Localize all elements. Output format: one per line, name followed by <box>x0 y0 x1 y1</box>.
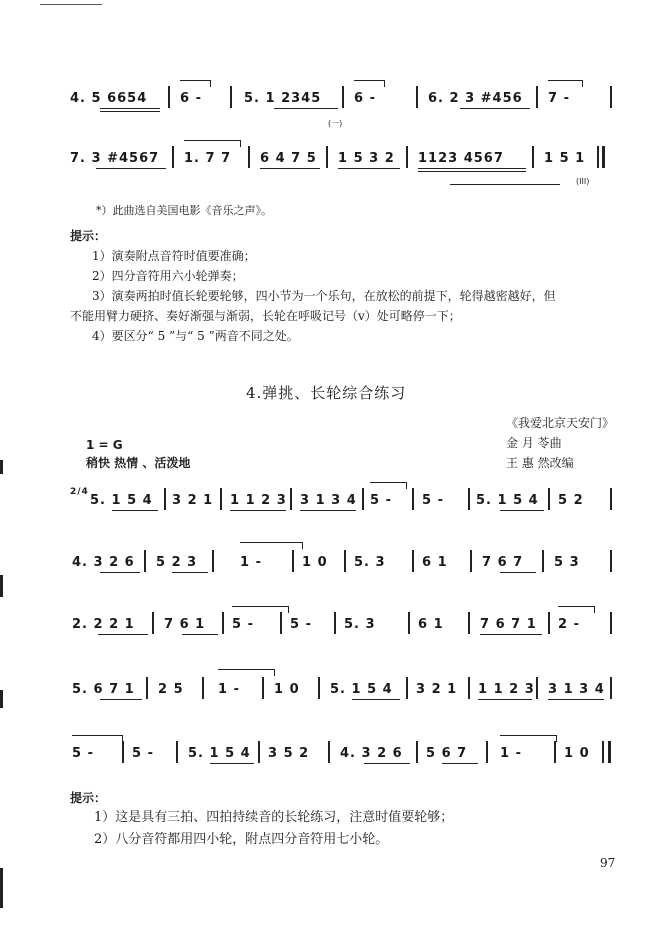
tie-line <box>548 80 583 87</box>
barline <box>406 146 408 168</box>
piece-row-3 <box>72 616 622 646</box>
measure: 1. 7 7 <box>184 151 232 166</box>
measure: 1 0 <box>274 682 300 697</box>
barline <box>597 146 599 168</box>
edge-mark <box>0 868 3 908</box>
measure: 2 5 <box>158 682 184 697</box>
score-row-1 <box>70 90 620 128</box>
underline <box>500 572 536 573</box>
barline <box>412 550 414 572</box>
barline <box>602 741 604 763</box>
underline <box>460 108 530 109</box>
barline <box>610 677 612 699</box>
barline <box>318 677 320 699</box>
barline <box>610 488 612 510</box>
underline <box>260 168 320 169</box>
barline <box>290 488 292 510</box>
measure: 1123 4567 <box>418 151 504 166</box>
piece-row-1 <box>70 487 622 522</box>
measure: 5. 1 5 4 <box>188 746 251 761</box>
barline <box>536 677 538 699</box>
piece-title: 4.弹挑、长轮综合练习 <box>246 384 407 402</box>
barline <box>344 550 346 572</box>
underline <box>478 699 532 700</box>
underline <box>210 763 254 764</box>
underline <box>364 763 410 764</box>
crescendo-line <box>450 184 560 185</box>
end-barline <box>608 741 611 763</box>
score-row-2 <box>70 150 620 186</box>
measure: 7 6 7 1 <box>480 617 537 632</box>
barline <box>122 741 124 763</box>
underline <box>100 108 160 109</box>
measure: 3 1 3 4 <box>548 682 605 697</box>
measure: 5. 3 <box>344 617 376 632</box>
tip-item: 4）要区分“ 5 ”与“ 5 ”两音不同之处。 <box>92 329 299 343</box>
measure: 6 - <box>354 91 376 106</box>
measure: 7 - <box>548 91 570 106</box>
measure: 5 6 7 <box>426 746 468 761</box>
piece-row-5 <box>72 745 622 775</box>
underline <box>418 171 526 172</box>
measure: 1 5 3 2 <box>338 151 395 166</box>
barline <box>230 86 232 108</box>
end-barline <box>602 146 605 168</box>
tip-item: 2）八分音符都用四小轮，附点四分音符用七小轮。 <box>94 832 389 847</box>
underline <box>338 168 400 169</box>
measure: 5. 3 <box>354 555 386 570</box>
barline <box>610 612 612 634</box>
barline <box>548 488 550 510</box>
tip-item: 不能用臂力硬挤、奏好渐强与渐弱，长轮在呼吸记号（v）处可略停一下； <box>70 309 461 323</box>
measure: 1 0 <box>302 555 328 570</box>
measure: 5. 1 5 4 <box>476 493 539 508</box>
measure: 3 2 1 <box>416 682 458 697</box>
measure: 6 1 <box>422 555 448 570</box>
barline <box>468 612 470 634</box>
barline <box>334 612 336 634</box>
underline <box>172 572 208 573</box>
tie-line <box>232 606 289 613</box>
underline <box>230 510 286 511</box>
footnote: *）此曲选自美国电影《音乐之声》。 <box>96 204 272 217</box>
barline <box>408 612 410 634</box>
underline <box>100 699 142 700</box>
barline <box>248 146 250 168</box>
barline <box>212 550 214 572</box>
tie-line <box>218 669 275 676</box>
measure: 1 5 1 <box>544 151 586 166</box>
barline <box>412 488 414 510</box>
barline <box>292 550 294 572</box>
bracket-mark: (III) <box>576 177 590 186</box>
measure: 5 2 3 <box>156 555 198 570</box>
underline <box>418 168 526 169</box>
barline <box>146 677 148 699</box>
barline <box>468 488 470 510</box>
barline <box>406 677 408 699</box>
barline <box>468 677 470 699</box>
measure: 7 6 7 <box>482 555 524 570</box>
underline <box>100 572 140 573</box>
barline <box>532 146 534 168</box>
underline <box>500 510 544 511</box>
tie-line <box>558 606 595 613</box>
measure: 1 0 <box>564 746 590 761</box>
barline <box>152 612 154 634</box>
barline <box>486 741 488 763</box>
barline <box>168 86 170 108</box>
measure: 5. 6 7 1 <box>72 682 135 697</box>
barline <box>176 741 178 763</box>
composer: 金 月 苓曲 <box>506 436 562 450</box>
underline <box>480 634 542 635</box>
measure: 7. 3 #4567 <box>70 151 160 166</box>
barline <box>172 146 174 168</box>
measure: 6. 2 3 #456 <box>428 91 523 106</box>
underline <box>300 510 356 511</box>
barline <box>326 146 328 168</box>
barline <box>416 741 418 763</box>
underline <box>112 510 158 511</box>
barline <box>610 550 612 572</box>
underline <box>442 763 478 764</box>
tips-heading: 提示： <box>70 229 107 243</box>
piece-row-4 <box>72 681 622 711</box>
measure: 5. 1 2345 <box>244 91 322 106</box>
tie-line <box>184 140 241 147</box>
tip-item: 3）演奏两拍时值长轮要轮够，四小节为一个乐句，在放松的前提下，轮得越密越好，但 <box>92 289 556 303</box>
measure: 2. 2 2 1 <box>72 617 135 632</box>
barline <box>220 488 222 510</box>
measure: 5 3 <box>554 555 580 570</box>
measure: 5 2 <box>558 493 584 508</box>
measure: 4. 5 6654 <box>70 91 148 106</box>
measure: 1 - <box>240 555 262 570</box>
underline <box>274 108 338 109</box>
measure: 2 - <box>558 617 580 632</box>
tips-heading: 提示： <box>70 791 107 805</box>
key-signature: 1 = G <box>86 438 123 452</box>
tie-line <box>180 80 211 87</box>
tie-line <box>500 735 557 742</box>
tempo-marking: 稍快 热情 、活泼地 <box>86 456 191 470</box>
barline <box>362 488 364 510</box>
underline <box>98 634 148 635</box>
measure: 5 - <box>370 493 392 508</box>
measure: 3 1 3 4 <box>300 493 357 508</box>
barline <box>416 86 418 108</box>
time-signature: 2/4 <box>70 487 89 497</box>
barline <box>164 488 166 510</box>
measure: 5 - <box>72 746 94 761</box>
underline <box>548 699 604 700</box>
measure: 5 - <box>132 746 154 761</box>
page-number: 97 <box>600 856 616 870</box>
barline <box>548 612 550 634</box>
barline <box>202 677 204 699</box>
barline <box>328 741 330 763</box>
song-name: 《我爱北京天安门》 <box>506 416 615 430</box>
piece-row-2 <box>72 554 622 584</box>
measure: 5 - <box>232 617 254 632</box>
measure: 3 2 1 <box>172 493 214 508</box>
measure: 1 1 2 3 <box>230 493 287 508</box>
measure: 5 - <box>290 617 312 632</box>
measure: 3 5 2 <box>268 746 310 761</box>
barline <box>610 86 612 108</box>
barline <box>542 550 544 572</box>
underline <box>182 634 218 635</box>
measure: 4. 3 2 6 <box>340 746 403 761</box>
arranger: 王 惠 然改编 <box>506 456 574 470</box>
measure: 4. 3 2 6 <box>72 555 135 570</box>
edge-mark <box>0 690 3 708</box>
edge-mark <box>0 575 3 597</box>
barline <box>554 741 556 763</box>
tie-line <box>240 542 303 549</box>
underline <box>352 699 400 700</box>
measure: 7 6 1 <box>164 617 206 632</box>
underline <box>96 168 166 169</box>
barline <box>144 550 146 572</box>
measure: 1 - <box>500 746 522 761</box>
barline <box>470 550 472 572</box>
measure: 6 1 <box>418 617 444 632</box>
measure: 5. 1 5 4 <box>330 682 393 697</box>
measure: 5 - <box>422 493 444 508</box>
tip-item: 2）四分音符用六小轮弹奏； <box>92 269 244 283</box>
tip-item: 1）这是具有三拍、四拍持续音的长轮练习，注意时值要轮够； <box>94 810 454 825</box>
barline <box>280 612 282 634</box>
tie-line <box>354 80 385 87</box>
barline <box>536 86 538 108</box>
measure: 1 - <box>218 682 240 697</box>
tip-item: 1）演奏附点音符时值要准确； <box>92 249 256 263</box>
barline <box>342 86 344 108</box>
measure: 5. 1 5 4 <box>90 493 153 508</box>
underline <box>100 111 160 112</box>
measure: 6 - <box>180 91 202 106</box>
measure: 1 1 2 3 <box>478 682 535 697</box>
top-rule <box>40 4 102 5</box>
barline <box>262 677 264 699</box>
bracket-mark: (一) <box>328 119 343 128</box>
tie-line <box>72 735 123 742</box>
measure: 6 4 7 5 <box>260 151 317 166</box>
edge-mark <box>0 460 3 474</box>
tie-line <box>370 482 407 489</box>
barline <box>222 612 224 634</box>
barline <box>258 741 260 763</box>
